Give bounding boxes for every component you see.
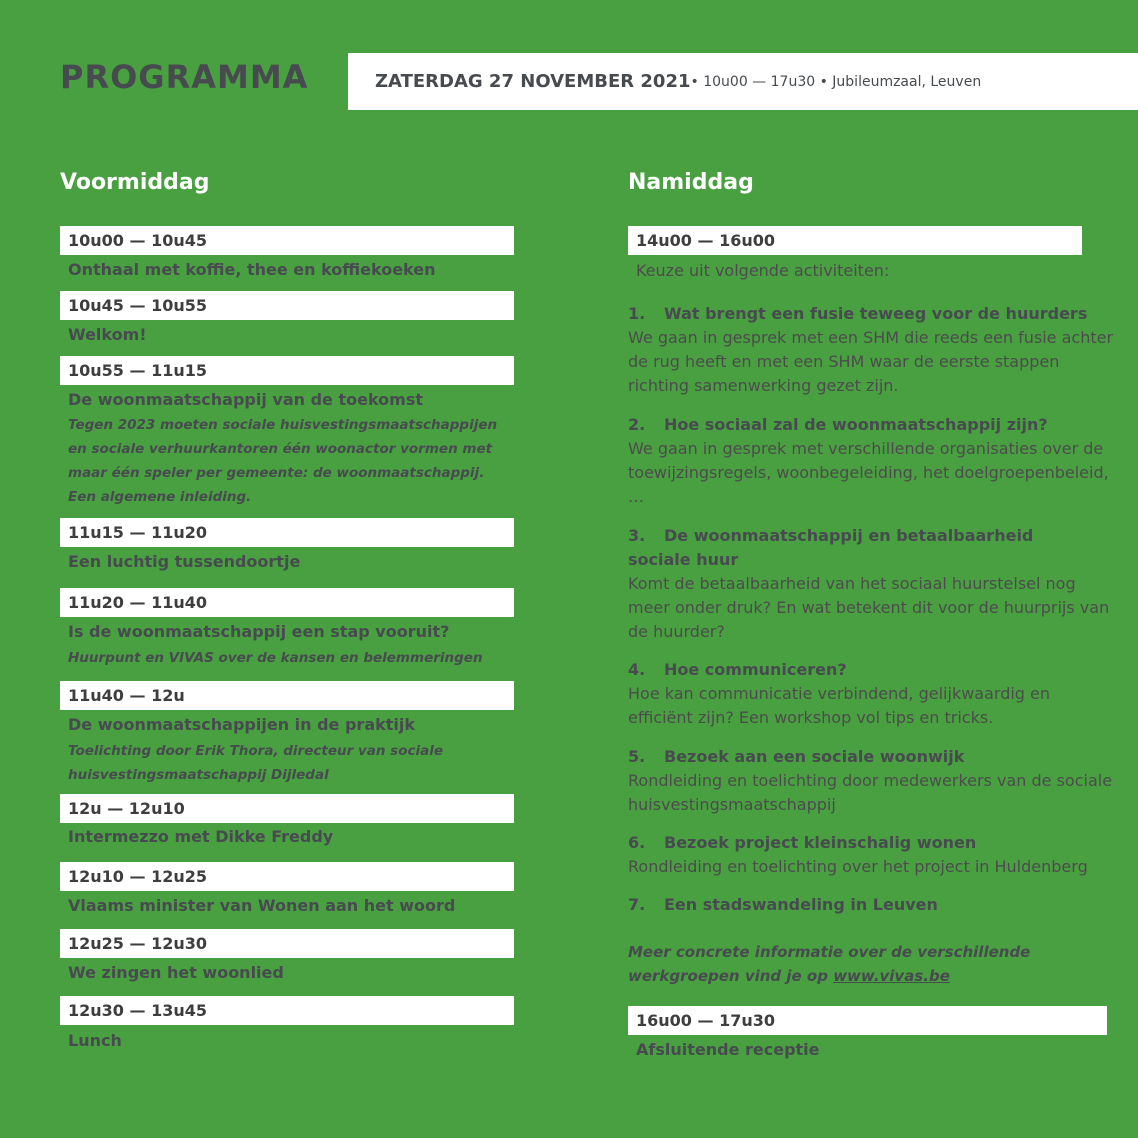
time-slot: 12u10 — 12u25 [60, 862, 514, 891]
activity-item [628, 302, 1118, 398]
activity-description: We gaan in gesprek met een SHM die reeds een fusie achter de rug heeft en met een SHM waar de eerste stappen richting samenwerking gezet zijn. [628, 328, 1114, 395]
session-title: Afsluitende receptie [636, 1040, 820, 1059]
session-description: Tegen 2023 moeten sociale huisvestingsmaatschappijen en sociale verhuurkantoren één woonactor vormen met maar één speler per gemeente: de woonmaatschappij. Een algemene inleiding. [68, 417, 498, 505]
time-slot: 11u15 — 11u20 [60, 518, 514, 547]
activity-item [628, 413, 1118, 509]
activity-item [628, 658, 1118, 730]
session-title: De woonmaatschappij van de toekomst [68, 390, 424, 409]
session-title: Lunch [68, 1031, 122, 1050]
time-slot: 10u55 — 11u15 [60, 356, 514, 385]
activity-number: 5. [628, 747, 646, 766]
activity-description: Rondleiding en toelichting door medewerkers van de sociale huisvestingsmaatschappij [628, 771, 1113, 814]
session-title: Vlaams minister van Wonen aan het woord [68, 896, 456, 915]
time-slot: 12u — 12u10 [60, 794, 514, 823]
activity-title: Bezoek aan een sociale woonwijk [664, 747, 965, 766]
activity-title: Hoe communiceren? [664, 660, 847, 679]
activity-title-continued: sociale huur [628, 550, 739, 569]
activity-number: 7. [628, 895, 646, 914]
activity-description: Rondleiding en toelichting over het project in Huldenberg [628, 857, 1088, 876]
time-slot: 11u20 — 11u40 [60, 588, 514, 617]
session-description: Toelichting door Erik Thora, directeur van sociale huisvestingsmaatschappij Dijledal [68, 743, 444, 783]
event-date: ZATERDAG 27 NOVEMBER 2021 [375, 71, 691, 92]
morning-heading: Voormiddag [60, 170, 210, 195]
afternoon-heading: Namiddag [628, 170, 754, 195]
session-title: De woonmaatschappijen in de praktijk [68, 715, 416, 734]
session-description: Huurpunt en VIVAS over de kansen en belemmeringen [68, 650, 483, 666]
session-title: Een luchtig tussendoortje [68, 552, 301, 571]
session-title: Intermezzo met Dikke Freddy [68, 827, 334, 846]
event-time-location: • 10u00 — 17u30 • Jubileumzaal, Leuven [690, 73, 982, 90]
activity-number: 4. [628, 660, 646, 679]
activity-item [628, 893, 1118, 917]
activity-number: 2. [628, 415, 646, 434]
activity-number: 6. [628, 833, 646, 852]
activity-title: Hoe sociaal zal de woonmaatschappij zijn? [664, 415, 1048, 434]
activity-item [628, 745, 1118, 817]
time-slot: 10u45 — 10u55 [60, 291, 514, 320]
activity-description: Komt de betaalbaarheid van het sociaal huurstelsel nog meer onder druk? En wat betekent dit voor de huurprijs van de huurder? [628, 574, 1110, 641]
activity-title: Bezoek project kleinschalig wonen [664, 833, 977, 852]
more-info-note [628, 940, 1118, 988]
activity-description: Hoe kan communicatie verbindend, gelijkwaardig en efficiënt zijn? Een workshop vol tips en tricks. [628, 684, 1051, 727]
activity-number: 1. [628, 304, 646, 323]
time-slot: 14u00 — 16u00 [628, 226, 1082, 255]
vivas-link[interactable]: www.vivas.be [833, 967, 950, 985]
activity-item [628, 831, 1118, 879]
activity-item [628, 524, 1118, 644]
session-title: Welkom! [68, 325, 147, 344]
time-slot: 10u00 — 10u45 [60, 226, 514, 255]
session-title: We zingen het woonlied [68, 963, 284, 982]
more-info-text: Meer concrete informatie over de verschillende werkgroepen vind je op [628, 943, 1031, 985]
activity-title: De woonmaatschappij en betaalbaarheid [664, 526, 1034, 545]
activity-description: We gaan in gesprek met verschillende organisaties over de toewijzingsregels, woonbegeleiding, het doelgroepenbeleid, … [628, 439, 1109, 506]
time-slot: 12u30 — 13u45 [60, 996, 514, 1025]
activity-title: Wat brengt een fusie teweeg voor de huurders [664, 304, 1088, 323]
date-banner [348, 53, 1138, 110]
session-title: Onthaal met koffie, thee en koffiekoeken [68, 260, 436, 279]
page-title: PROGRAMMA [60, 58, 309, 96]
session-title: Is de woonmaatschappij een stap vooruit? [68, 622, 450, 641]
activity-number: 3. [628, 526, 646, 545]
activity-title: Een stadswandeling in Leuven [664, 895, 938, 914]
activities-intro: Keuze uit volgende activiteiten: [636, 261, 890, 280]
time-slot: 12u25 — 12u30 [60, 929, 514, 958]
time-slot: 11u40 — 12u [60, 681, 514, 710]
time-slot: 16u00 — 17u30 [628, 1006, 1107, 1035]
